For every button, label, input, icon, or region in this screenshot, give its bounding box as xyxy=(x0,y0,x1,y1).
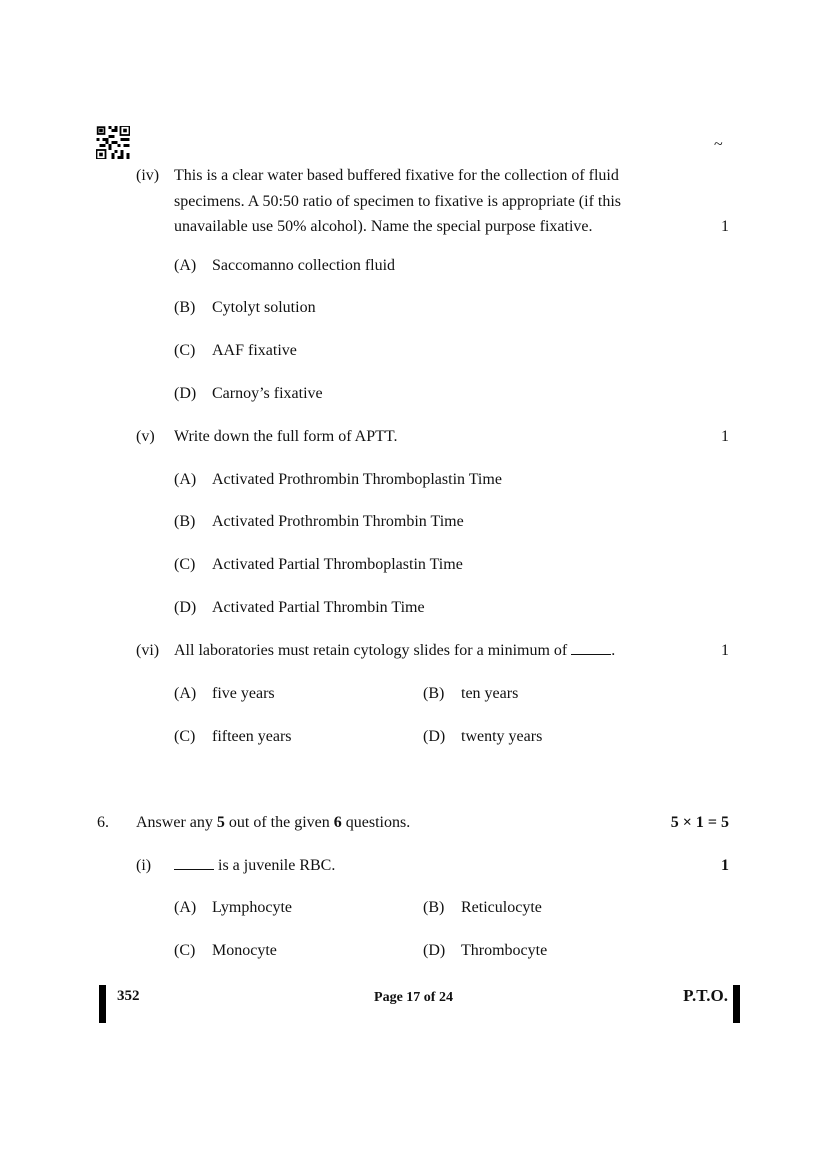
option-letter: (A) xyxy=(174,257,197,274)
option-letter: (D) xyxy=(423,728,446,745)
instruction-text: questions. xyxy=(341,814,411,831)
question-text-main: All laboratories must retain cytology slides for a minimum of xyxy=(174,642,568,659)
question-text-line: This is a clear water based buffered fixative for the collection of fluid xyxy=(174,167,619,184)
instruction-text: Answer any xyxy=(136,814,217,831)
option-letter: (A) xyxy=(174,899,197,916)
option-text: Activated Prothrombin Thromboplastin Time xyxy=(212,471,502,488)
question-instruction xyxy=(136,814,410,832)
question-text-main: is a juvenile RBC. xyxy=(218,857,336,874)
fill-blank xyxy=(174,857,214,870)
option-letter: (C) xyxy=(174,728,196,745)
option-letter: (D) xyxy=(423,942,446,959)
question-marks: 1 xyxy=(721,642,729,659)
question-number: (vi) xyxy=(136,642,160,659)
question-text-line: unavailable use 50% alcohol). Name the special purpose fixative. xyxy=(174,218,593,235)
option-text: Reticulocyte xyxy=(461,899,542,916)
option-letter: (B) xyxy=(174,513,196,530)
option-letter: (D) xyxy=(174,385,197,402)
option-text: Activated Partial Thromboplastin Time xyxy=(212,556,463,573)
question-number: (v) xyxy=(136,428,155,445)
question-text-line: specimens. A 50:50 ratio of specimen to fixative is appropriate (if this xyxy=(174,193,622,210)
instruction-text: out of the given xyxy=(224,814,334,831)
question-text xyxy=(174,642,615,660)
option-text: Activated Partial Thrombin Time xyxy=(212,599,425,616)
option-text: Cytolyt solution xyxy=(212,299,316,316)
option-text: Thrombocyte xyxy=(461,942,548,959)
question-text xyxy=(174,857,335,875)
option-text: Carnoy’s fixative xyxy=(212,385,323,402)
paper-code: 352 xyxy=(117,988,140,1004)
option-letter: (C) xyxy=(174,556,196,573)
footer-right-bar xyxy=(733,985,740,1023)
instruction-count: 5 xyxy=(216,814,225,831)
pto-label: P.T.O. xyxy=(683,986,728,1005)
option-letter: (D) xyxy=(174,599,197,616)
option-letter: (C) xyxy=(174,942,196,959)
instruction-total: 6 xyxy=(333,814,342,831)
question-text-suffix: . xyxy=(611,642,616,659)
option-letter: (B) xyxy=(174,299,196,316)
option-text: ten years xyxy=(461,685,519,702)
question-marks: 1 xyxy=(721,857,729,874)
option-text: twenty years xyxy=(461,728,543,745)
question-number: (iv) xyxy=(136,167,160,184)
option-letter: (C) xyxy=(174,342,196,359)
question-text: Write down the full form of APTT. xyxy=(174,428,398,445)
option-text: fifteen years xyxy=(212,728,292,745)
page-number: Page 17 of 24 xyxy=(374,990,453,1005)
qr-code xyxy=(96,126,130,159)
option-text: AAF fixative xyxy=(212,342,297,359)
option-text: Monocyte xyxy=(212,942,277,959)
option-letter: (A) xyxy=(174,685,197,702)
option-letter: (B) xyxy=(423,685,445,702)
option-text: Activated Prothrombin Thrombin Time xyxy=(212,513,464,530)
question-marks: 1 xyxy=(721,428,729,445)
question-marks: 1 xyxy=(721,218,729,235)
option-letter: (A) xyxy=(174,471,197,488)
option-text: Lymphocyte xyxy=(212,899,292,916)
question-marks: 5 × 1 = 5 xyxy=(670,814,729,831)
option-text: five years xyxy=(212,685,275,702)
fill-blank xyxy=(571,642,611,655)
option-text: Saccomanno collection fluid xyxy=(212,257,396,274)
option-letter: (B) xyxy=(423,899,445,916)
corner-mark: ~ xyxy=(714,136,723,153)
question-number: (i) xyxy=(136,857,152,874)
question-number: 6. xyxy=(97,814,109,831)
